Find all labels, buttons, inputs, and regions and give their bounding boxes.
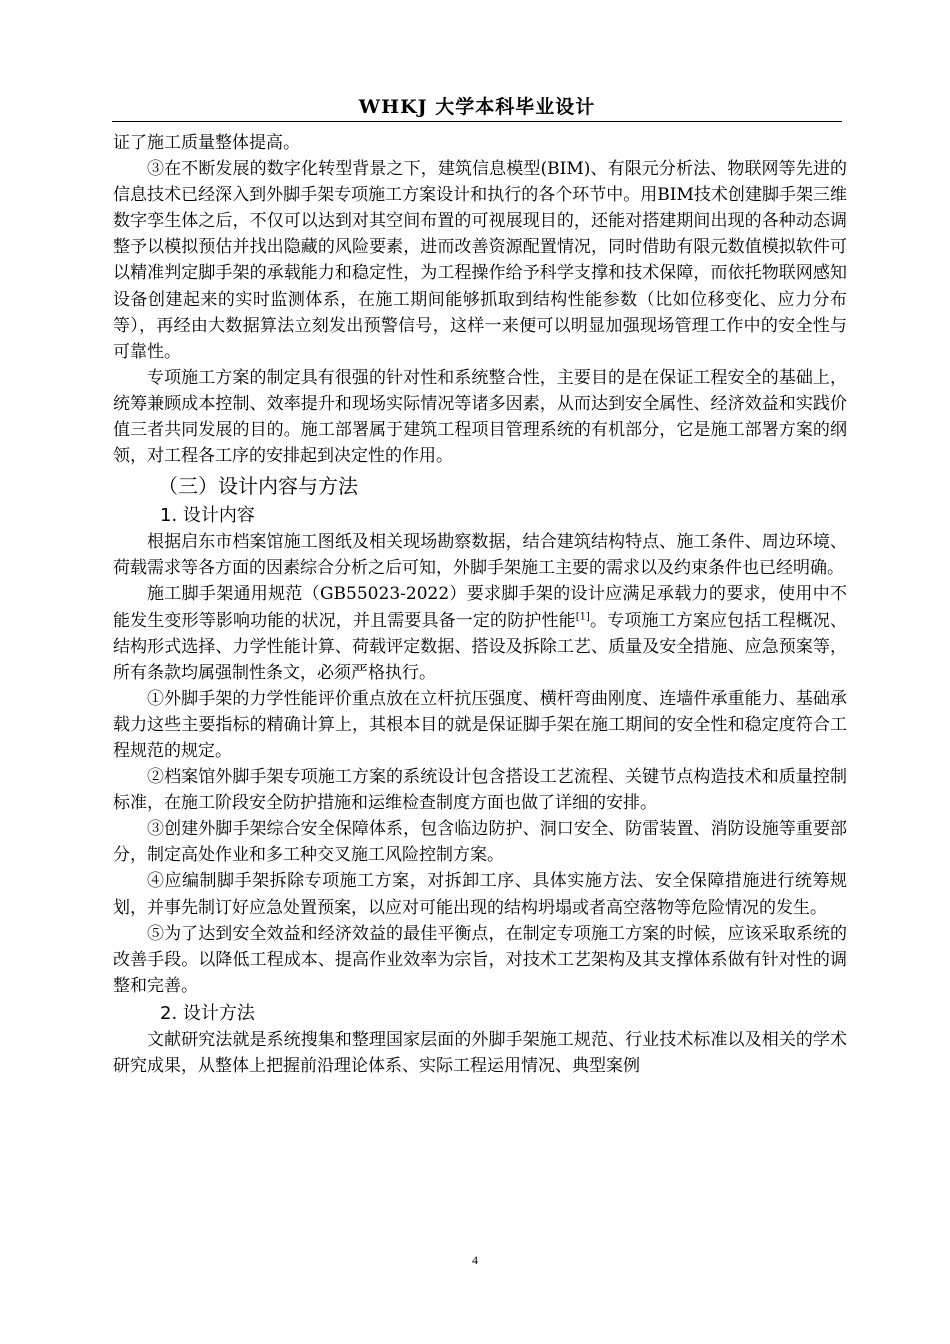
paragraph: 专项施工方案的制定具有很强的针对性和系统整合性，主要目的是在保证工程安全的基础上，统筹兼顾成本控制、效率提升和现场实际情况等诸多因素，从而达到安全属性、经济效益和实践价值三者共同发展的目的。施工部署属于建筑工程项目管理系统的有机部分，它是施工部署方案的纲领，对工程各工序的安排起到决定性的作用。 bbox=[113, 367, 847, 467]
section-heading: （三）设计内容与方法 bbox=[158, 474, 358, 499]
subsection-heading: 1. 设计内容 bbox=[160, 505, 255, 527]
paragraph: ③在不断发展的数字化转型背景之下，建筑信息模型(BIM)、有限元分析法、物联网等先进的信息技术已经深入到外脚手架专项施工方案设计和执行的各个环节中。用BIM技术创建脚手架三维数字孪生体之后，不仅可以达到对其空间布置的可视展现目的，还能对搭建期间出现的各种动态调整予以模拟预估并找出隐藏的风险要素，进而改善资源配置情况，同时借助有限元数值模拟软件可以精准判定脚手架的承载能力和稳定性，为工程操作给予科学支撑和技术保障，而依托物联网感知设备创建起来的实时监测体系，在施工期间能够抓取到结构性能参数（比如位移变化、应力分布等），再经由大数据算法立刻发出预警信号，这样一来便可以明显加强现场管理工作中的安全性与可靠性。 bbox=[113, 159, 847, 362]
citation-ref[interactable]: [1] bbox=[575, 610, 590, 622]
header-divider bbox=[112, 121, 842, 122]
paragraph: ②档案馆外脚手架专项施工方案的系统设计包含搭设工艺流程、关键节点构造技术和质量控制标准，在施工阶段安全防护措施和运维检查制度方面也做了详细的安排。 bbox=[113, 767, 847, 814]
page-header-title: WHKJ 大学本科毕业设计 bbox=[358, 96, 596, 118]
paragraph: ⑤为了达到安全效益和经济效益的最佳平衡点，在制定专项施工方案的时候，应该采取系统的改善手段。以降低工程成本、提高作业效率为宗旨，对技术工艺架构及其支撑体系做有针对性的调整和完善。 bbox=[113, 923, 847, 996]
paragraph-text: 施工脚手架通用规范（GB55023-2022）要求脚手架的设计应满足承载力的要求，使用中不能发生变形等影响功能的状况，并且需要具备一定的防护性能 bbox=[113, 584, 847, 631]
page-number: 4 bbox=[472, 1253, 478, 1267]
paragraph: ③创建外脚手架综合安全保障体系，包含临边防护、洞口安全、防雷装置、消防设施等重要部分，制定高处作业和多工种交叉施工风险控制方案。 bbox=[113, 819, 847, 866]
paragraph: ④应编制脚手架拆除专项施工方案，对拆卸工序、具体实施方法、安全保障措施进行统筹规划，并事先制订好应急处置预案，以应对可能出现的结构坍塌或者高空落物等危险情况的发生。 bbox=[113, 871, 847, 918]
subsection-heading: 2. 设计方法 bbox=[160, 1002, 255, 1024]
paragraph: 证了施工质量整体提高。 bbox=[113, 133, 300, 153]
paragraph: ①外脚手架的力学性能评价重点放在立杆抗压强度、横杆弯曲刚度、连墙件承重能力、基础承载力这些主要指标的精确计算上，其根本目的就是保证脚手架在施工期间的安全性和稳定度符合工程规范的规定。 bbox=[113, 688, 847, 761]
paragraph: 根据启东市档案馆施工图纸及相关现场勘察数据，结合建筑结构特点、施工条件、周边环境、荷载需求等各方面的因素综合分析之后可知，外脚手架施工主要的需求以及约束条件也已经明确。 bbox=[113, 532, 847, 579]
paragraph: 文献研究法就是系统搜集和整理国家层面的外脚手架施工规范、行业技术标准以及相关的学术研究成果，从整体上把握前沿理论体系、实际工程运用情况、典型案例 bbox=[113, 1029, 847, 1076]
paragraph bbox=[113, 581, 847, 685]
body-text bbox=[113, 130, 847, 1079]
paragraph-text: 。专项施工方案应包括工程概况、结构形式选择、力学性能计算、荷载评定数据、搭设及拆除工艺、质量及安全措施、应急预案等，所有条款均属强制性条文，必须严格执行。 bbox=[113, 610, 848, 683]
